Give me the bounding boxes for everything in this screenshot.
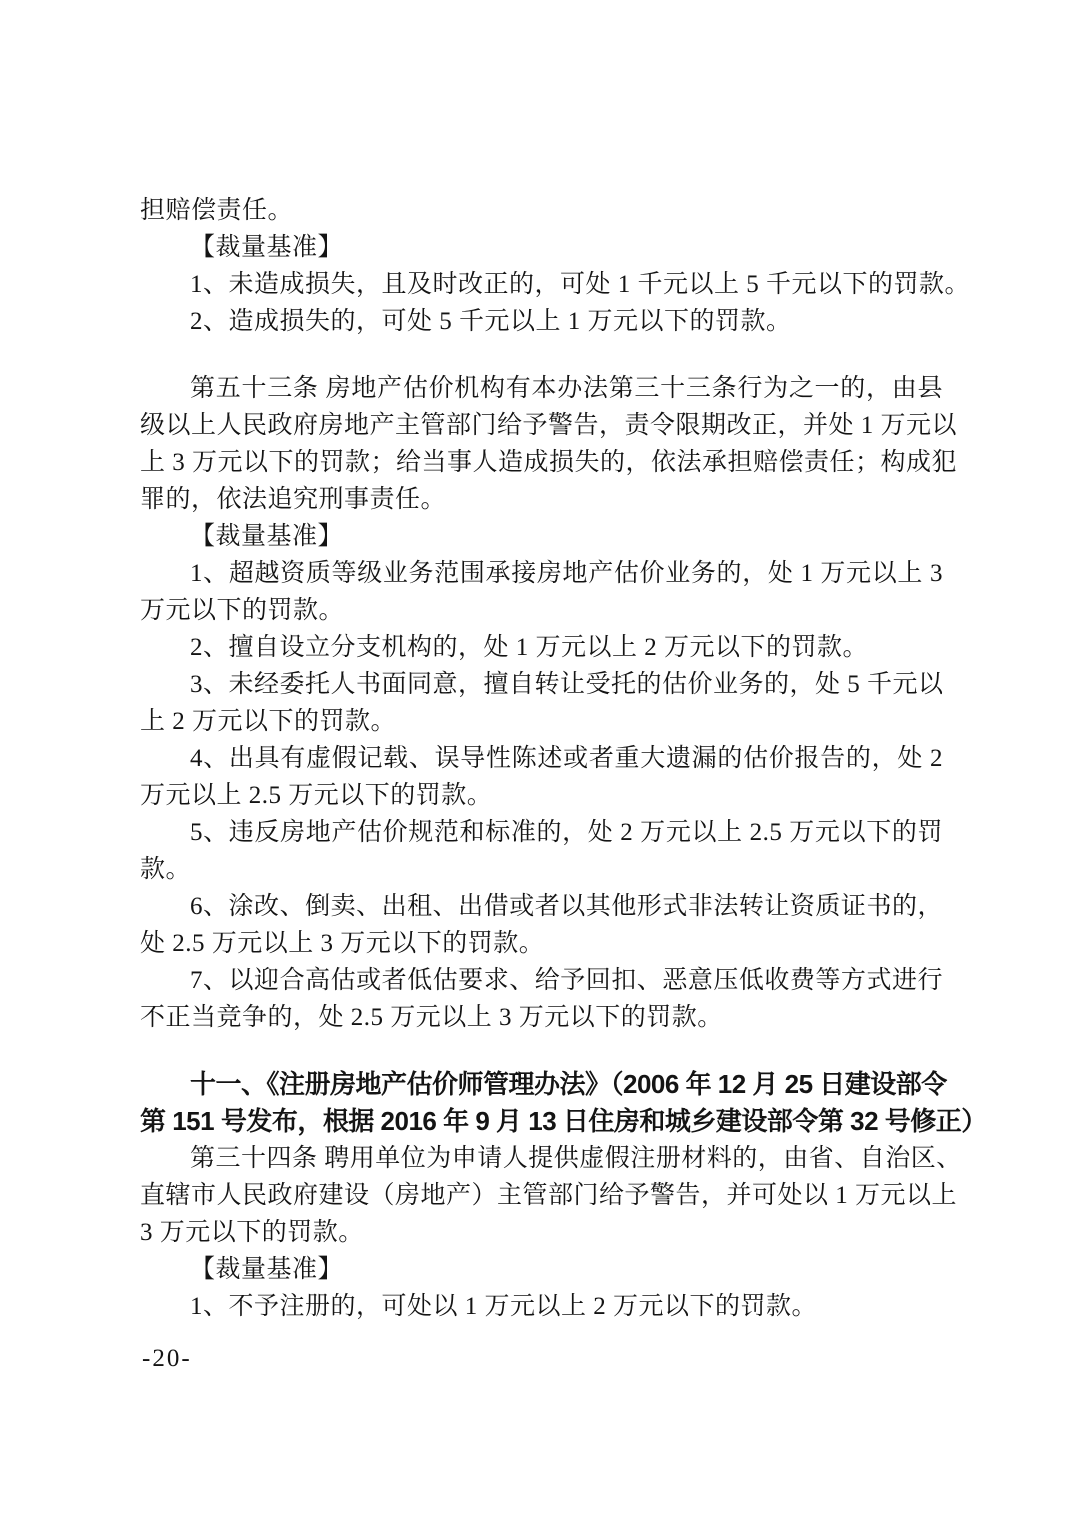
discretion-basis-label: 【裁量基准】 — [190, 234, 344, 261]
article-53-line: 罪的，依法追究刑事责任。 — [140, 486, 447, 513]
penalty-item-line: 不正当竞争的，处 2.5 万元以上 3 万元以下的罚款。 — [140, 1004, 723, 1031]
penalty-item-line: 4、出具有虚假记载、误导性陈述或者重大遗漏的估价报告的，处 2 — [190, 745, 943, 772]
article-53-line: 第五十三条 房地产估价机构有本办法第三十三条行为之一的，由县 — [190, 375, 943, 402]
carryover-liability-line: 担赔偿责任。 — [140, 197, 294, 224]
penalty-item-line: 款。 — [140, 856, 192, 883]
article-34-line: 直辖市人民政府建设（房地产）主管部门给予警告，并可处以 1 万元以上 — [140, 1182, 958, 1209]
article-53-line: 上 3 万元以下的罚款；给当事人造成损失的，依法承担赔偿责任；构成犯 — [140, 449, 958, 476]
regulation-11-title-line: 十一、《注册房地产估价师管理办法》（2006 年 12 月 25 日建设部令 — [190, 1069, 947, 1099]
article-53-line: 级以上人民政府房地产主管部门给予警告，责令限期改正，并处 1 万元以 — [140, 412, 958, 439]
penalty-item-line: 7、以迎合高估或者低估要求、给予回扣、恶意压低收费等方式进行 — [190, 967, 943, 994]
penalty-item-line: 6、涂改、倒卖、出租、出借或者以其他形式非法转让资质证书的， — [190, 893, 943, 920]
discretion-basis-label: 【裁量基准】 — [190, 523, 344, 550]
penalty-item-line: 处 2.5 万元以上 3 万元以下的罚款。 — [140, 930, 545, 957]
penalty-item-line: 2、擅自设立分支机构的，处 1 万元以上 2 万元以下的罚款。 — [190, 634, 869, 661]
regulation-11-title-line: 第 151 号发布，根据 2016 年 9 月 13 日住房和城乡建设部令第 32 号修正） — [140, 1106, 987, 1136]
article-34-line: 3 万元以下的罚款。 — [140, 1219, 364, 1246]
penalty-item-line: 万元以下的罚款。 — [140, 597, 345, 624]
blank-line — [140, 1036, 943, 1066]
document-body — [140, 192, 987, 1325]
discretion-basis-label: 【裁量基准】 — [190, 1256, 344, 1283]
page-number: -20- — [142, 1345, 192, 1372]
penalty-item-line: 2、造成损失的，可处 5 千元以上 1 万元以下的罚款。 — [190, 308, 792, 335]
penalty-item-line: 1、未造成损失，且及时改正的，可处 1 千元以上 5 千元以下的罚款。 — [190, 271, 971, 298]
penalty-item-line: 1、超越资质等级业务范围承接房地产估价业务的，处 1 万元以上 3 — [190, 560, 943, 587]
blank-line — [140, 340, 943, 370]
article-34-line: 第三十四条 聘用单位为申请人提供虚假注册材料的，由省、自治区、 — [190, 1145, 962, 1172]
penalty-item-line: 1、不予注册的，可处以 1 万元以上 2 万元以下的罚款。 — [190, 1293, 818, 1320]
penalty-item-line: 万元以上 2.5 万元以下的罚款。 — [140, 782, 493, 809]
penalty-item-line: 3、未经委托人书面同意，擅自转让受托的估价业务的，处 5 千元以 — [190, 671, 944, 698]
penalty-item-line: 5、违反房地产估价规范和标准的，处 2 万元以上 2.5 万元以下的罚 — [190, 819, 943, 846]
penalty-item-line: 上 2 万元以下的罚款。 — [140, 708, 397, 735]
